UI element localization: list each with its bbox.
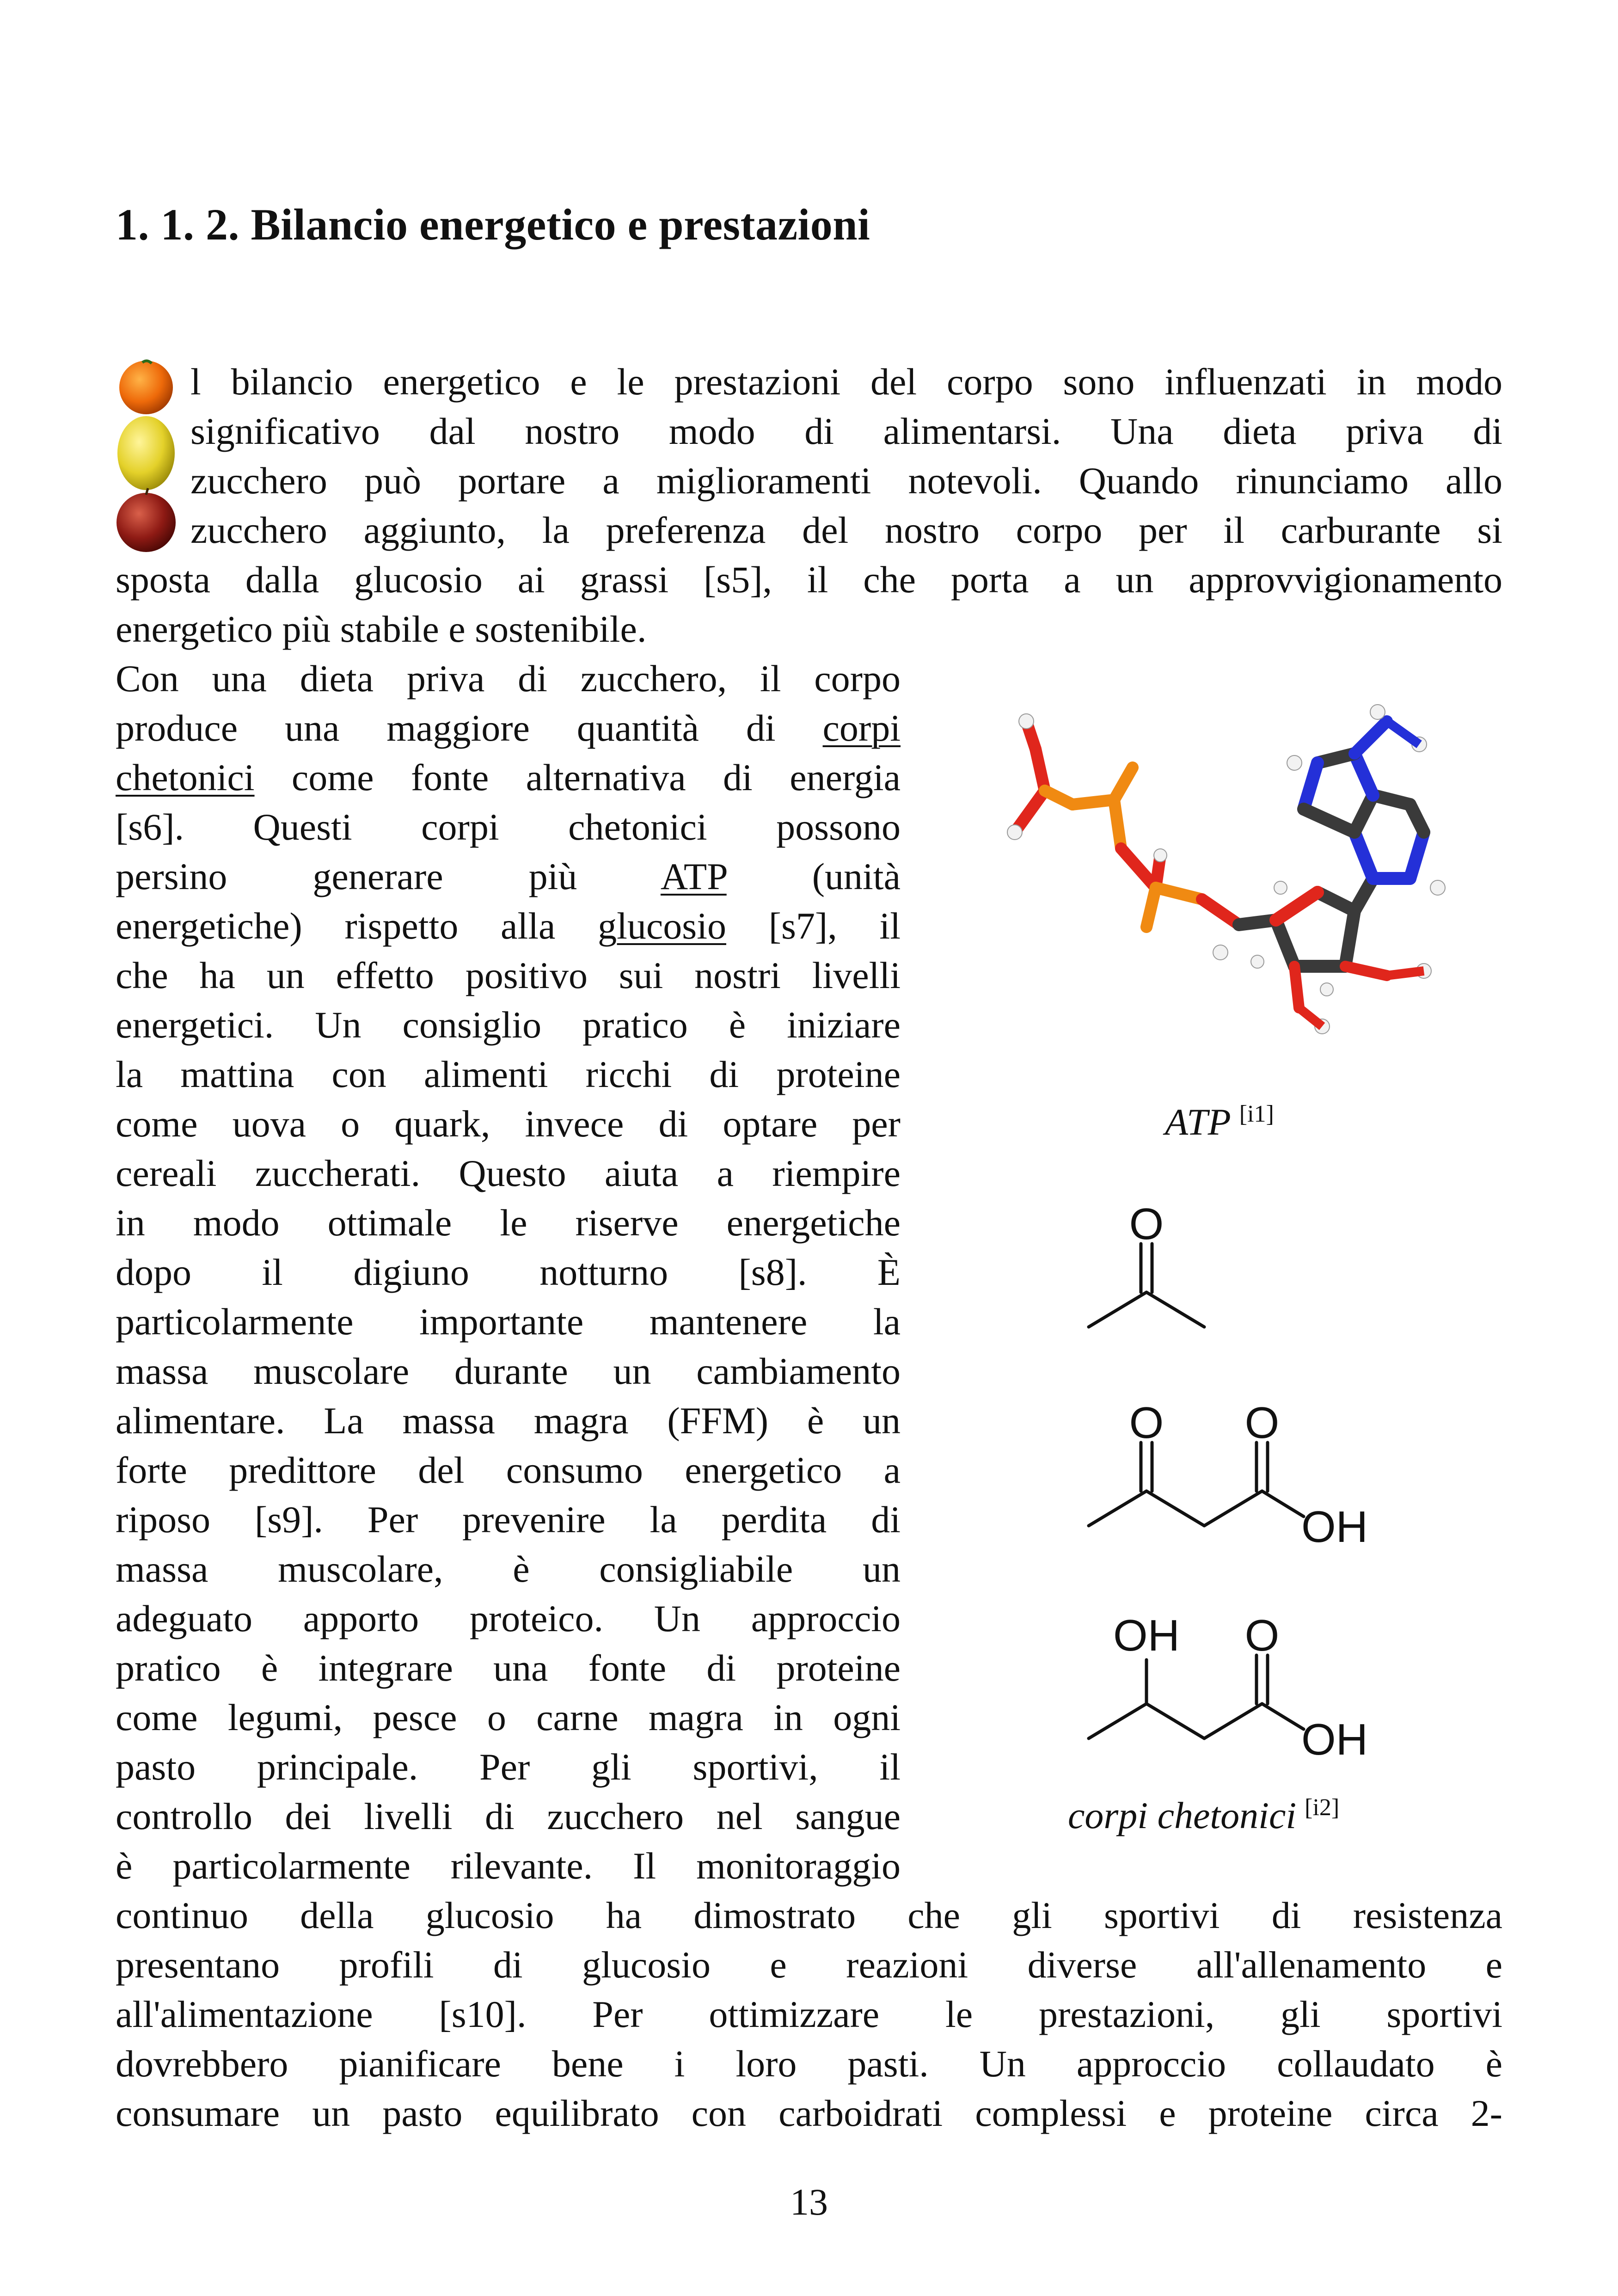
atp-figure-caption xyxy=(1165,1100,1274,1144)
acetoacetate-acid-oxygen-label: O xyxy=(1244,1398,1280,1448)
column-line: che ha un effetto positivo sui nostri livelli xyxy=(116,954,901,996)
ketone-caption-ref: [i2] xyxy=(1305,1794,1340,1821)
continuation-line: continuo della glucosio ha dimostrato che gli sportivi di resistenza xyxy=(116,1894,1502,1936)
column-line: come uova o quark, invece di optare per xyxy=(116,1103,901,1145)
section-heading: 1. 1. 2. Bilancio energetico e prestazioni xyxy=(116,200,870,249)
column-line xyxy=(116,703,901,753)
column-line: massa muscolare durante un cambiamento xyxy=(116,1350,901,1392)
column-line: Con una dieta priva di zucchero, il corpo xyxy=(116,657,901,700)
column-line: dopo il digiuno notturno [s8]. È xyxy=(116,1251,901,1293)
column-line: in modo ottimale le riserve energetiche xyxy=(116,1202,901,1244)
column-line: come legumi, pesce o carne magra in ogni xyxy=(116,1696,901,1738)
atp-caption-ref: [i1] xyxy=(1239,1101,1274,1127)
column-line: cereali zuccherati. Questo aiuta a riempire xyxy=(116,1152,901,1194)
column-line: [s6]. Questi corpi chetonici possono xyxy=(116,806,901,848)
column-line: forte predittore del consumo energetico a xyxy=(116,1449,901,1491)
intro-last-line: energetico più stabile e sostenibile. xyxy=(116,608,647,650)
column-line: alimentare. La massa magra (FFM) è un xyxy=(116,1400,901,1442)
atp-link[interactable]: ATP xyxy=(660,855,727,897)
continuation-line: consumare un pasto equilibrato con carboidrati complessi e proteine circa 2- xyxy=(116,2092,1502,2134)
hydroxybutyrate-acid-oxygen-label: O xyxy=(1244,1611,1280,1660)
acetoacetate-ketone-oxygen-label: O xyxy=(1129,1398,1164,1448)
corpi-chetonici-link[interactable]: chetonici xyxy=(116,756,255,798)
intro-line: l bilancio energetico e le prestazioni del corpo sono influenzati in modo xyxy=(190,361,1502,403)
column-line xyxy=(116,852,901,902)
continuation-line: presentano profili di glucosio e reazioni diverse all'allenamento e xyxy=(116,1944,1502,1986)
intro-line: zucchero aggiunto, la preferenza del nostro corpo per il carburante si xyxy=(190,509,1502,551)
fruit-drop-cap-I-icon xyxy=(114,356,178,555)
column-line: particolarmente importante mantenere la xyxy=(116,1301,901,1343)
corpi-chetonici-link[interactable]: corpi xyxy=(822,707,901,749)
column-text: persino generare più xyxy=(116,855,661,897)
atp-caption-text: ATP xyxy=(1165,1101,1231,1143)
hydroxybutyrate-acid-hydroxyl-label: OH xyxy=(1301,1715,1368,1764)
intro-line: sposta dalla glucosio ai grassi [s5], il che porta a un approvvigionamento xyxy=(116,559,1502,601)
column-line: massa muscolare, è consigliabile un xyxy=(116,1548,901,1590)
column-line: la mattina con alimenti ricchi di proteine xyxy=(116,1053,901,1095)
page-number: 13 xyxy=(790,2181,828,2223)
acetone-oxygen-label: O xyxy=(1129,1202,1164,1249)
column-text: (unità xyxy=(726,855,901,897)
acetoacetate-hydroxyl-label: OH xyxy=(1301,1502,1368,1552)
column-line: adeguato apporto proteico. Un approccio xyxy=(116,1597,901,1639)
column-text: come fonte alternativa di energia xyxy=(254,756,901,798)
column-text: energetiche) rispetto alla xyxy=(116,905,598,947)
continuation-line: dovrebbero pianificare bene i loro pasti. Un approccio collaudato è xyxy=(116,2043,1502,2085)
glucosio-link[interactable]: glucosio xyxy=(598,905,726,947)
column-line: riposo [s9]. Per prevenire la perdita di xyxy=(116,1498,901,1541)
ketone-caption-text: corpi chetonici xyxy=(1068,1794,1297,1836)
column-text: [s7], il xyxy=(726,905,901,947)
column-line: energetici. Un consiglio pratico è iniziare xyxy=(116,1004,901,1046)
column-line xyxy=(116,753,901,803)
intro-line: significativo dal nostro modo di alimentarsi. Una dieta priva di xyxy=(190,410,1502,452)
atp-molecule-figure xyxy=(962,694,1502,1054)
column-text: produce una maggiore quantità di xyxy=(116,707,776,749)
column-line: è particolarmente rilevante. Il monitoraggio xyxy=(116,1845,901,1887)
ketone-bodies-figure xyxy=(1063,1202,1433,1766)
column-line: controllo dei livelli di zucchero nel sangue xyxy=(116,1795,901,1837)
continuation-line: all'alimentazione [s10]. Per ottimizzare le prestazioni, gli sportivi xyxy=(116,1993,1502,2035)
column-line: pasto principale. Per gli sportivi, il xyxy=(116,1746,901,1788)
hydroxybutyrate-hydroxyl-label: OH xyxy=(1113,1611,1180,1660)
ketone-figure-caption xyxy=(1068,1794,1339,1837)
intro-line: zucchero può portare a miglioramenti notevoli. Quando rinunciamo allo xyxy=(190,460,1502,502)
column-line: pratico è integrare una fonte di proteine xyxy=(116,1647,901,1689)
column-line xyxy=(116,901,901,951)
